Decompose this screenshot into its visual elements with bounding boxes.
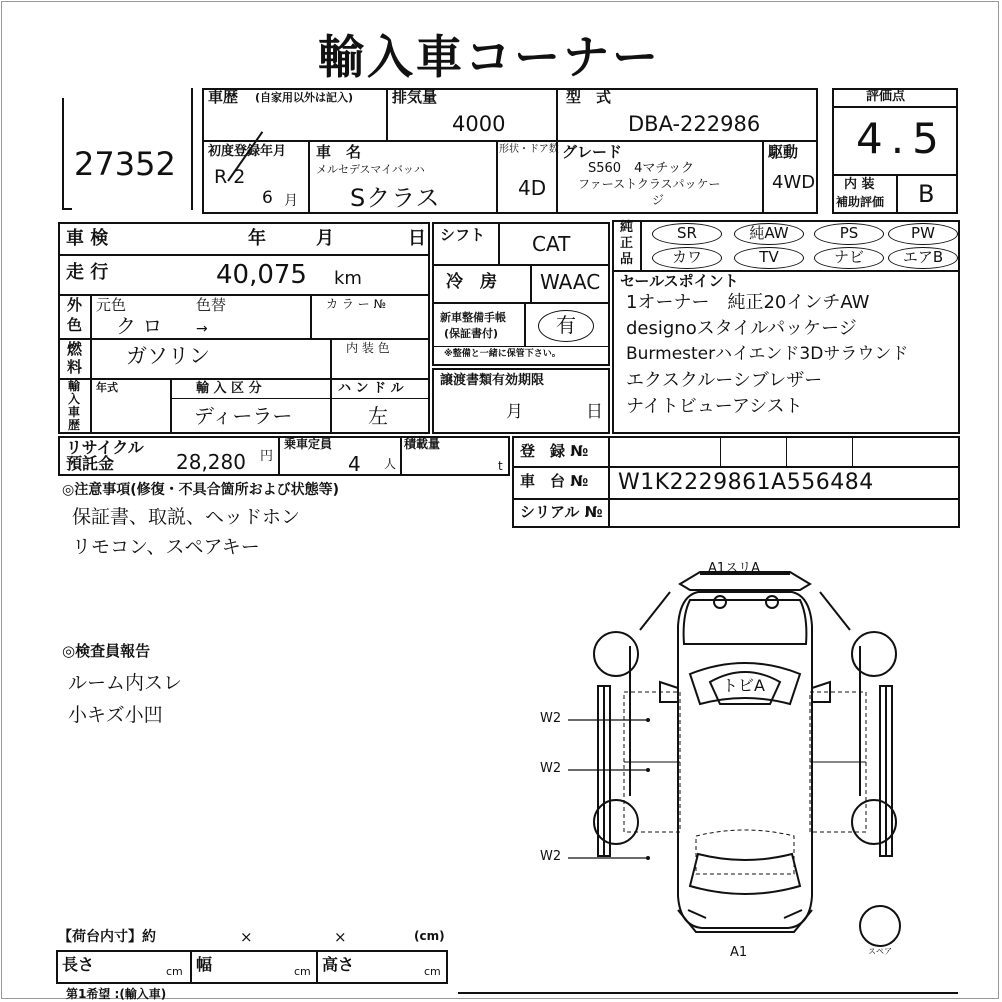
model-code-label: 型 式 — [566, 88, 612, 106]
chassis-h2 — [512, 498, 960, 500]
reg-cell-2 — [786, 436, 787, 466]
displacement-value: 4000 — [452, 112, 506, 136]
lg-v1 — [90, 294, 92, 434]
import-label2: 入 — [68, 392, 81, 406]
recycle-label1: リサイクル — [66, 438, 144, 457]
doors-label: 形状・ドア数 — [499, 144, 559, 155]
score-divider — [832, 106, 958, 108]
interior-color-label: 内 装 色 — [346, 341, 390, 355]
chassis-h1 — [512, 466, 960, 468]
handle-value: 左 — [368, 404, 388, 428]
original-color-label: 元色 — [96, 296, 127, 314]
equip-navi: ナビ — [814, 247, 884, 269]
handle-label: ハ ン ド ル — [338, 381, 404, 396]
import-class-value: ディーラー — [194, 404, 293, 428]
doors-value: 4D — [518, 176, 547, 200]
inspection-month: 月 — [316, 228, 334, 249]
sales-point-2: designoスタイルパッケージ — [626, 318, 857, 339]
equip-pw: PW — [888, 223, 958, 245]
history-label: 車歴 — [208, 88, 239, 106]
equipment-side-label1: 純 — [620, 220, 634, 235]
maintenance-h — [432, 346, 610, 347]
spare-label: スペア — [868, 947, 892, 956]
model-code-value: DBA-222986 — [628, 112, 761, 136]
sales-point-1: 1オーナー 純正20インチAW — [626, 292, 870, 313]
cargo-label: 【荷台内寸】約 — [58, 929, 156, 945]
mileage-unit: km — [334, 268, 362, 289]
import-label4: 歴 — [68, 418, 81, 432]
original-color-value: ク ロ — [116, 314, 163, 338]
lg-v3 — [330, 338, 332, 434]
notes-label: ◎注意事項(修復・不具合箇所および状態等) — [62, 482, 340, 498]
score-v — [896, 174, 898, 214]
cargo-x1: × — [240, 928, 253, 946]
lg-h3 — [58, 338, 430, 340]
diagram-top-label: A1スリA — [708, 561, 761, 576]
sales-point-4: エクスクルーシブレザー — [626, 370, 823, 391]
inspector-line1: ルーム内スレ — [68, 672, 183, 694]
cargo-length-cm: cm — [166, 965, 183, 978]
first-registration-month: 6 — [262, 188, 273, 208]
fuel-label2: 料 — [67, 358, 83, 376]
car-name-value: Sクラス — [350, 184, 441, 212]
wheel-rear-right — [852, 800, 896, 844]
cargo-unit: (cm) — [414, 929, 445, 943]
score-divider-2 — [832, 174, 958, 176]
import-year-label: 年式 — [96, 381, 118, 394]
spare-wheel — [860, 906, 900, 946]
interior-score-label2: 補助評価 — [836, 195, 885, 209]
changed-color-label: 色替 — [196, 296, 227, 314]
color-no-label: カ ラ ー № — [326, 297, 386, 311]
sales-point-3: Burmesterハイエンド3Dサラウンド — [626, 344, 909, 364]
hdr-v5 — [762, 140, 764, 214]
equip-ps: PS — [814, 223, 884, 245]
history-note: (自家用以外は記入) — [255, 91, 354, 104]
wheel-front-right — [852, 632, 896, 676]
diagram-bottom-label: A1 — [730, 945, 748, 960]
shift-v — [498, 222, 500, 266]
maintenance-value: 有 — [538, 310, 594, 342]
exterior-color-label1: 外 — [67, 296, 83, 314]
grade-line1: S560 4マチック — [588, 161, 694, 176]
footer-line — [458, 992, 958, 994]
cargo-height-label: 高さ — [322, 955, 355, 974]
transfer-label: 譲渡書類有効期限 — [440, 373, 545, 388]
grade-line2: ファーストクラスパッケー — [578, 177, 721, 191]
sales-points-label: セールスポイント — [620, 272, 739, 290]
page-title: 輸入車コーナー — [318, 30, 661, 84]
aircon-label: 冷 房 — [446, 272, 497, 292]
recycle-value: 28,280 — [176, 450, 246, 474]
cargo-v1 — [190, 950, 192, 984]
notes-line1: 保証書、取説、ヘッドホン — [72, 506, 301, 528]
inspection-label: 車 検 — [66, 228, 109, 249]
diagram-mark-2: W2 — [540, 761, 562, 776]
drive-value: 4WD — [772, 172, 816, 193]
maintenance-note: ※整備と一緒に保管下さい。 — [444, 349, 561, 359]
diagram-roof-label: トビA — [722, 676, 765, 695]
equipment-v — [640, 220, 642, 272]
registration-label: 登 録 № — [520, 442, 589, 460]
equip-airbag: エアB — [888, 247, 958, 269]
inspector-line2: 小キズ小凹 — [68, 704, 163, 726]
equip-leather: カワ — [652, 247, 722, 269]
lg-h4 — [58, 378, 430, 380]
grade-line3: ジ — [652, 193, 665, 207]
maintenance-v — [524, 302, 526, 346]
cargo-v2 — [316, 950, 318, 984]
capacity-unit: 人 — [384, 457, 397, 471]
car-body — [678, 592, 812, 928]
capacity-value: 4 — [348, 452, 361, 476]
lot-bracket-right — [191, 88, 193, 210]
cargo-height-cm: cm — [424, 965, 441, 978]
shift-label: シフト — [440, 226, 486, 244]
aircon-value: WAAC — [540, 270, 601, 294]
cargo-length-label: 長さ — [62, 955, 95, 974]
mileage-value: 40,075 — [216, 260, 307, 290]
serial-label: シリアル № — [520, 503, 603, 521]
displacement-label: 排気量 — [392, 88, 438, 106]
maintenance-label1: 新車整備手帳 — [440, 311, 506, 324]
lot-bracket-left — [62, 98, 64, 210]
lot-bracket-bottom — [62, 208, 72, 210]
chassis-v — [608, 436, 610, 528]
chassis-label: 車 台 № — [520, 472, 589, 490]
recycle-unit: 円 — [260, 449, 274, 464]
lg-v4 — [170, 378, 172, 434]
maintenance-label2: (保証書付) — [444, 327, 499, 340]
color-arrow: → — [196, 321, 208, 337]
header-divider — [202, 140, 818, 142]
aircon-v — [530, 264, 532, 304]
interior-score-value: B — [918, 180, 935, 208]
lg-h1 — [58, 254, 430, 256]
cargo-width-cm: cm — [294, 965, 311, 978]
recycle-label2: 預託金 — [66, 454, 115, 473]
notes-line2: リモコン、スペアキー — [72, 536, 260, 558]
fuel-value: ガソリン — [126, 344, 210, 368]
import-label3: 車 — [68, 405, 81, 419]
interior-score-label1: 内 装 — [844, 177, 875, 192]
drive-label: 駆動 — [768, 143, 799, 161]
capacity-label: 乗車定員 — [284, 437, 333, 451]
load-unit: t — [498, 459, 503, 473]
wheel-rear-left — [594, 800, 638, 844]
reg-cell-1 — [720, 436, 721, 466]
inspection-day: 日 — [408, 228, 426, 249]
equipment-side-label2: 正 — [620, 236, 634, 251]
hdr-v4 — [496, 140, 498, 214]
car-diagram — [520, 556, 920, 966]
score-label: 評価点 — [866, 89, 906, 104]
sales-point-5: ナイトビューアシスト — [626, 396, 803, 417]
import-class-label: 輸 入 区 分 — [196, 381, 262, 396]
first-registration-era: R 2 — [214, 166, 246, 188]
hdr-v1 — [386, 88, 388, 140]
grade-label: グレード — [562, 143, 623, 161]
exterior-color-label2: 色 — [67, 316, 83, 334]
transfer-day: 日 — [586, 402, 603, 422]
lg-h5 — [170, 398, 430, 399]
inspection-year: 年 — [248, 228, 266, 249]
chassis-value: W1K2229861A556484 — [618, 470, 874, 495]
reg-cell-3 — [852, 436, 853, 466]
footer-text: 第1希望 :(輸入車) — [66, 987, 167, 1001]
load-label: 積載量 — [404, 437, 441, 451]
shift-value: CAT — [532, 232, 571, 256]
import-label1: 輸 — [68, 379, 81, 393]
equipment-side-label3: 品 — [620, 252, 634, 267]
car-maker: メルセデスマイバッハ — [316, 163, 425, 176]
cargo-box — [56, 950, 448, 984]
mileage-label: 走 行 — [66, 262, 109, 283]
lg-v2 — [310, 294, 312, 338]
diagram-mark-3: W2 — [540, 849, 562, 864]
cargo-x2: × — [334, 928, 347, 946]
inspector-label: ◎検査員報告 — [62, 642, 151, 660]
score-value: 4.5 — [856, 114, 947, 163]
lot-number: 27352 — [74, 145, 176, 183]
recycle-v1 — [278, 436, 280, 476]
equip-sr: SR — [652, 223, 722, 245]
hdr-v3 — [308, 140, 310, 214]
equip-aw: 純AW — [734, 223, 804, 245]
recycle-v2 — [400, 436, 402, 476]
equip-tv: TV — [734, 247, 804, 269]
wheel-front-left — [594, 632, 638, 676]
diagram-mark-1: W2 — [540, 711, 562, 726]
first-registration-month-unit: 月 — [284, 193, 298, 209]
first-registration-label: 初度登録年月 — [208, 144, 287, 159]
fuel-label1: 燃 — [67, 340, 83, 358]
cargo-width-label: 幅 — [196, 955, 213, 974]
car-name-label: 車 名 — [316, 143, 362, 161]
transfer-month: 月 — [506, 402, 523, 422]
